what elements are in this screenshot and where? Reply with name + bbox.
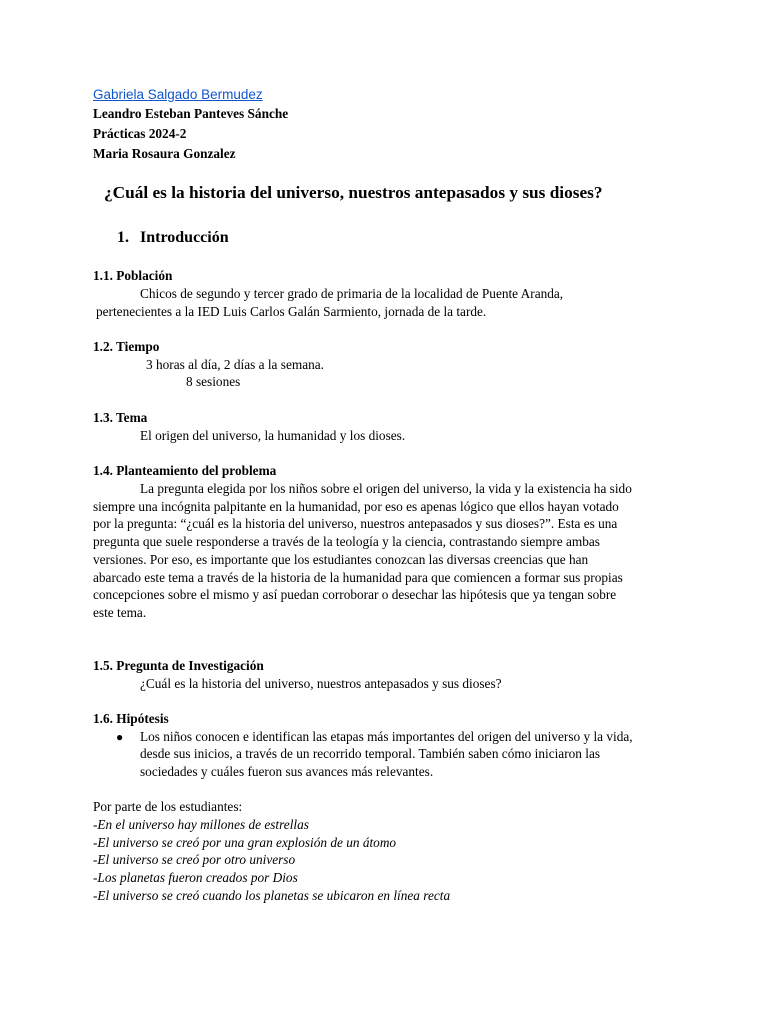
bullet-text-line: Los niños conocen e identifican las etapas más importantes del origen del universo y la vida, <box>140 729 633 744</box>
section-heading: Introducción <box>140 229 229 246</box>
course-label: Prácticas 2024-2 <box>93 126 187 141</box>
author-name: Maria Rosaura Gonzalez <box>93 146 236 161</box>
subsection-heading: 1.3. Tema <box>93 410 148 425</box>
paragraph-line: siempre una incógnita palpitante en la humanidad, por eso es apenas lógico que ellos hayan votado <box>93 499 619 514</box>
author-link[interactable]: Gabriela Salgado Bermudez <box>93 87 263 102</box>
paragraph-line: abarcado este tema a través de la historia de la humanidad para que comiencen a formar sus propias <box>93 570 623 585</box>
document-title: ¿Cuál es la historia del universo, nuestros antepasados y sus dioses? <box>104 183 603 202</box>
paragraph-line: pertenecientes a la IED Luis Carlos Galán Sarmiento, jornada de la tarde. <box>96 304 487 319</box>
subsection-heading: 1.4. Planteamiento del problema <box>93 463 277 478</box>
paragraph-line: 3 horas al día, 2 días a la semana. <box>146 357 324 372</box>
subsection-heading: 1.2. Tiempo <box>93 339 160 354</box>
paragraph-line: concepciones sobre el mismo y así puedan corroborar o desechar las hipótesis que ya tengan sobre <box>93 587 617 602</box>
paragraph-line: por la pregunta: “¿cuál es la historia del universo, nuestros antepasados y sus dioses?”. Esta es una <box>93 516 618 531</box>
paragraph-line: pregunta que suele responderse a través de la teología y la ciencia, contrastando siempre ambas <box>93 534 600 549</box>
student-hypothesis: -El universo se creó por una gran explosión de un átomo <box>93 835 397 850</box>
student-hypothesis: -El universo se creó cuando los planetas se ubicaron en línea recta <box>93 888 451 903</box>
bullet-icon: ● <box>116 730 124 744</box>
paragraph-line: ¿Cuál es la historia del universo, nuestros antepasados y sus dioses? <box>140 676 502 691</box>
paragraph-line: El origen del universo, la humanidad y los dioses. <box>140 428 406 443</box>
subsection-heading: 1.5. Pregunta de Investigación <box>93 658 264 673</box>
bullet-text-line: desde sus inicios, a través de un recorrido temporal. También saben cómo iniciaron las <box>140 746 601 761</box>
paragraph-line: 8 sesiones <box>186 374 241 389</box>
paragraph-line: La pregunta elegida por los niños sobre el origen del universo, la vida y la existencia ha sido <box>140 481 632 496</box>
section-number: 1. <box>117 229 129 246</box>
author-name: Leandro Esteban Panteves Sánche <box>93 106 289 121</box>
student-hypothesis: -Los planetas fueron creados por Dios <box>93 870 298 885</box>
students-intro: Por parte de los estudiantes: <box>93 799 243 814</box>
paragraph-line: versiones. Por eso, es importante que los estudiantes conozcan las diversas creencias que han <box>93 552 589 567</box>
paragraph-line: Chicos de segundo y tercer grado de primaria de la localidad de Puente Aranda, <box>140 286 564 301</box>
student-hypothesis: -En el universo hay millones de estrellas <box>93 817 309 832</box>
subsection-heading: 1.6. Hipótesis <box>93 711 169 726</box>
student-hypothesis: -El universo se creó por otro universo <box>93 852 296 867</box>
subsection-heading: 1.1. Población <box>93 268 173 283</box>
bullet-text-line: sociedades y cuáles fueron sus avances más relevantes. <box>140 764 434 779</box>
paragraph-line: este tema. <box>93 605 147 620</box>
